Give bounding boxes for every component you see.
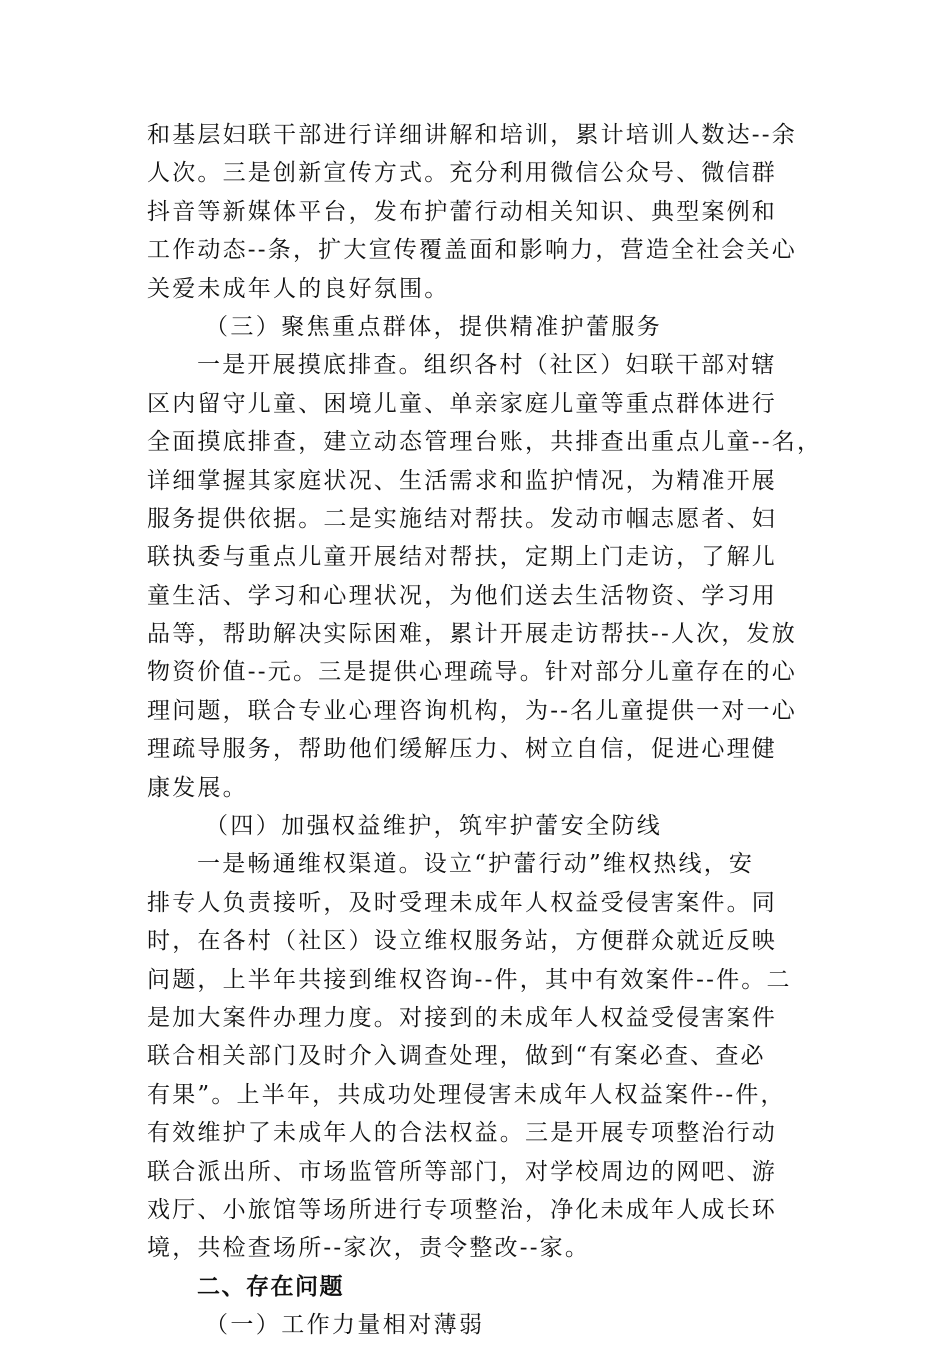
- text-line: 人次。三是创新宣传方式。充分利用微信公众号、微信群: [147, 160, 777, 187]
- text-line: 物资价值--元。三是提供心理疏导。针对部分儿童存在的心: [147, 659, 797, 686]
- document-body: [147, 116, 823, 1345]
- text-line: 联合相关部门及时介入调查处理，做到“有案必查、查必: [147, 1043, 766, 1070]
- section-heading-problems-1: （一）工作力量相对薄弱: [205, 1312, 485, 1339]
- paragraph-start: 一是畅通维权渠道。设立“护蕾行动”维权热线，安: [197, 851, 755, 878]
- text-line: 排专人负责接听，及时受理未成年人权益受侵害案件。同: [147, 889, 777, 916]
- section-heading-3: （三）聚焦重点群体，提供精准护蕾服务: [205, 313, 663, 340]
- text-line: 和基层妇联干部进行详细讲解和培训，累计培训人数达--余: [147, 122, 797, 148]
- text-line: 康发展。: [147, 774, 248, 801]
- text-line: 问题，上半年共接到维权咨询--件，其中有效案件--件。二: [147, 966, 792, 993]
- text-line: 联执委与重点儿童开展结对帮扶，定期上门走访，了解儿: [147, 544, 777, 571]
- main-heading-problems: 二、存在问题: [197, 1273, 344, 1300]
- text-line: 抖音等新媒体平台，发布护蕾行动相关知识、典型案例和: [147, 198, 777, 225]
- paragraph-start: 一是开展摸底排查。组织各村（社区）妇联干部对辖: [197, 352, 777, 379]
- text-line: 区内留守儿童、困境儿童、单亲家庭儿童等重点群体进行: [147, 390, 777, 417]
- text-line: 有果”。上半年，共成功处理侵害未成年人权益案件--件，: [147, 1081, 786, 1108]
- text-line: 是加大案件办理力度。对接到的未成年人权益受侵害案件: [147, 1004, 777, 1031]
- text-line: 关爱未成年人的良好氛围。: [147, 275, 450, 302]
- text-line: 工作动态--条，扩大宣传覆盖面和影响力，营造全社会关心: [147, 237, 797, 264]
- text-line: 全面摸底排查，建立动态管理台账，共排查出重点儿童--名，: [147, 429, 823, 456]
- text-line: 服务提供依据。二是实施结对帮扶。发动市帼志愿者、妇: [147, 505, 777, 532]
- text-line: 有效维护了未成年人的合法权益。三是开展专项整治行动: [147, 1120, 777, 1147]
- text-line: 品等，帮助解决实际困难，累计开展走访帮扶--人次，发放: [147, 621, 797, 648]
- text-line: 详细掌握其家庭状况、生活需求和监护情况，为精准开展: [147, 467, 777, 494]
- text-line: 戏厅、小旅馆等场所进行专项整治，净化未成年人成长环: [147, 1196, 777, 1223]
- text-line: 联合派出所、市场监管所等部门，对学校周边的网吧、游: [147, 1158, 777, 1185]
- text-line: 理问题，联合专业心理咨询机构，为--名儿童提供一对一心: [147, 697, 797, 724]
- text-line: 境，共检查场所--家次，责令整改--家。: [147, 1235, 591, 1262]
- text-line: 理疏导服务，帮助他们缓解压力、树立自信，促进心理健: [147, 736, 777, 763]
- text-line: 童生活、学习和心理状况，为他们送去生活物资、学习用: [147, 582, 777, 609]
- text-line: 时，在各村（社区）设立维权服务站，方便群众就近反映: [147, 928, 777, 955]
- section-heading-4: （四）加强权益维护，筑牢护蕾安全防线: [205, 813, 663, 840]
